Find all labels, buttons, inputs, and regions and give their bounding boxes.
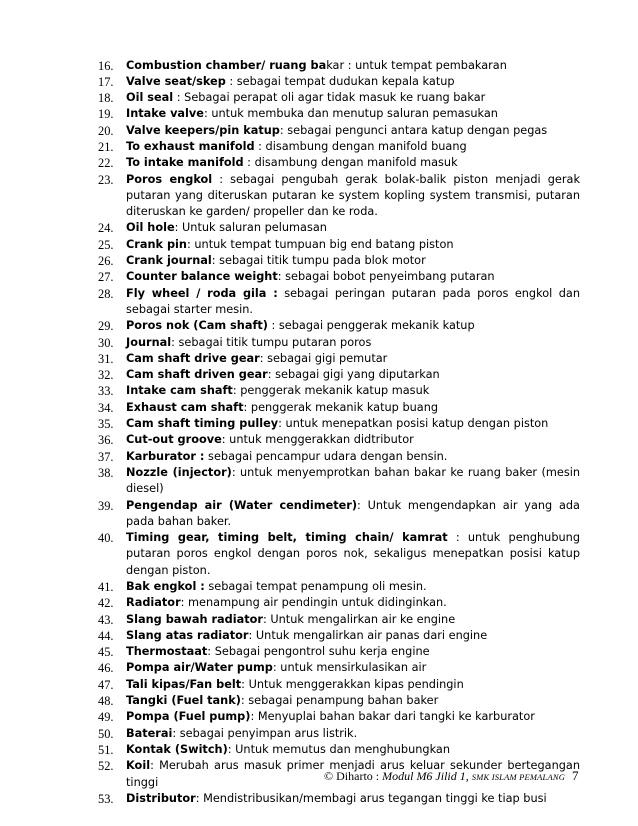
item-term: Journal [126, 335, 172, 349]
page-number: 7 [572, 768, 579, 783]
item-description: : sebagai tempat dudukan kepala katup [225, 74, 455, 88]
item-text [126, 644, 580, 660]
item-description: : untuk menepatkan posisi katup dengan piston [278, 417, 549, 431]
item-number: 45. [98, 645, 114, 660]
list-item [98, 253, 580, 269]
item-number: 25. [98, 237, 114, 252]
list-item [98, 155, 580, 171]
item-text [126, 90, 580, 106]
item-text [126, 318, 580, 334]
item-term: Counter balance weight [126, 270, 278, 284]
list-item [98, 172, 580, 221]
item-number: 48. [98, 694, 114, 709]
item-term: Valve keepers/pin katup [126, 123, 280, 137]
item-number: 21. [98, 139, 114, 154]
item-description: : Untuk mengalirkan air panas dari engine [248, 628, 488, 642]
item-term: Oil hole [126, 221, 175, 235]
item-description: : Sebagai pengontrol suhu kerja engine [207, 645, 430, 659]
item-term: Distributor [126, 791, 196, 805]
list-item [98, 693, 580, 709]
item-number: 47. [98, 677, 114, 692]
item-description: : sebagai titik tumpu putaran poros [171, 335, 372, 349]
item-number: 24. [98, 221, 114, 236]
item-description: : sebagai gigi yang diputarkan [267, 368, 440, 382]
list-item [98, 579, 580, 595]
list-item [98, 400, 580, 416]
item-number: 28. [98, 286, 114, 301]
list-item [98, 498, 580, 531]
item-term: Crank journal [126, 254, 212, 268]
item-number: 33. [98, 384, 114, 399]
item-text [126, 579, 580, 595]
item-description: : sebagai titik tumpu pada blok motor [211, 254, 426, 268]
list-item [98, 351, 580, 367]
list-item [98, 660, 580, 676]
list-item [98, 709, 580, 725]
item-number: 49. [98, 710, 114, 725]
item-text [126, 351, 580, 367]
item-text [126, 498, 580, 531]
item-text [126, 612, 580, 628]
item-term: Intake cam shaft [126, 384, 233, 398]
item-term: Koil [126, 759, 151, 773]
item-text [126, 383, 580, 399]
item-text [126, 416, 580, 432]
item-text [126, 791, 580, 807]
list-item [98, 465, 580, 498]
list-item [98, 530, 580, 579]
item-number: 29. [98, 319, 114, 334]
item-text [126, 595, 580, 611]
footer-school: SMK ISLAM PEMALANG [471, 772, 566, 782]
item-text [126, 677, 580, 693]
item-number: 26. [98, 254, 114, 269]
item-term: Tali kipas/Fan belt [126, 677, 242, 691]
item-text [126, 155, 580, 171]
item-term: Crank pin [126, 237, 187, 251]
item-term: Baterai [126, 726, 173, 740]
item-text [126, 449, 580, 465]
list-item [98, 791, 580, 807]
item-term: Exhaust cam shaft [126, 400, 244, 414]
item-number: 30. [98, 335, 114, 350]
list-item [98, 58, 580, 74]
item-number: 50. [98, 726, 114, 741]
item-text [126, 726, 580, 742]
item-text [126, 432, 580, 448]
item-description: : Mendistribusikan/membagi arus tegangan tinggi ke tiap busi [195, 791, 547, 805]
list-item [98, 123, 580, 139]
list-item [98, 237, 580, 253]
item-description: : Untuk mengendapkan air yang ada pada bahan baker. [126, 498, 580, 528]
item-description: kar : untuk tempat pembakaran [326, 58, 507, 72]
item-description: : Sebagai perapat oli agar tidak masuk ke ruang bakar [173, 91, 486, 105]
item-description: : Untuk mengalirkan air ke engine [262, 612, 456, 626]
item-description: : menampung air pendingin untuk didinginkan. [180, 596, 447, 610]
item-number: 42. [98, 596, 114, 611]
item-text [126, 172, 580, 221]
item-number: 20. [98, 123, 114, 138]
item-term: To exhaust manifold [126, 139, 255, 153]
item-number: 44. [98, 628, 114, 643]
list-item [98, 286, 580, 319]
item-term: Slang bawah radiator [126, 612, 263, 626]
item-text [126, 693, 580, 709]
list-item [98, 449, 580, 465]
item-term: Cam shaft timing pulley [126, 417, 279, 431]
item-number: 32. [98, 368, 114, 383]
item-term: Radiator [126, 596, 181, 610]
item-term: Cam shaft drive gear [126, 351, 260, 365]
item-number: 40. [98, 531, 114, 546]
item-number: 39. [98, 498, 114, 513]
item-text [126, 628, 580, 644]
item-text [126, 58, 580, 74]
list-item [98, 318, 580, 334]
list-item [98, 726, 580, 742]
item-number: 53. [98, 791, 114, 806]
item-term: Bak engkol : [126, 580, 205, 593]
list-item [98, 74, 580, 90]
item-term: Thermostaat [126, 645, 208, 659]
item-text [126, 286, 580, 319]
item-description: : Merubah arus masuk primer menjadi arus keluar sekunder bertegangan tinggi [126, 759, 580, 789]
item-description: sebagai peringan putaran pada poros engkol dan sebagai starter mesin. [126, 286, 580, 316]
item-description: : untuk tempat tumpuan big end batang piston [186, 237, 454, 251]
item-number: 52. [98, 759, 114, 774]
item-text [126, 237, 580, 253]
item-term: Poros nok (Cam shaft) [126, 319, 268, 333]
item-description: sebagai pencampur udara dengan bensin. [204, 449, 448, 463]
item-description: : untuk menggerakkan didtributor [221, 433, 414, 447]
item-number: 19. [98, 107, 114, 122]
item-number: 34. [98, 400, 114, 415]
item-term: Kontak (Switch) [126, 742, 228, 756]
list-item [98, 644, 580, 660]
item-text [126, 123, 580, 139]
item-number: 37. [98, 449, 114, 464]
item-description: : untuk penghubung putaran poros engkol dengan poros nok, sekaligus menepatkan posisi katup dengan piston. [126, 531, 580, 577]
item-number: 27. [98, 270, 114, 285]
footer-module: Modul M6 Jilid 1, [382, 769, 469, 783]
page-footer [324, 768, 584, 785]
item-description: : sebagai penampung bahan baker [240, 694, 439, 708]
list-item [98, 742, 580, 758]
glossary-list [98, 58, 580, 808]
item-text [126, 400, 580, 416]
item-term: To intake manifold [126, 156, 244, 170]
item-term: Cut-out groove [126, 433, 222, 447]
list-item [98, 335, 580, 351]
list-item [98, 269, 580, 285]
item-text [126, 660, 580, 676]
item-description: : Untuk memutus dan menghubungkan [227, 742, 451, 756]
list-item [98, 106, 580, 122]
item-text [126, 139, 580, 155]
item-number: 38. [98, 465, 114, 480]
item-number: 41. [98, 580, 114, 594]
item-number: 35. [98, 417, 114, 432]
item-term: Pompa (Fuel pump) [126, 710, 251, 724]
item-number: 18. [98, 91, 114, 106]
item-term: Intake valve [126, 107, 204, 121]
item-term: Slang atas radiator [126, 628, 249, 642]
list-item [98, 139, 580, 155]
item-text [126, 253, 580, 269]
list-item [98, 595, 580, 611]
item-number: 36. [98, 433, 114, 448]
item-text [126, 269, 580, 285]
item-text [126, 106, 580, 122]
list-item [98, 220, 580, 236]
item-term: Pompa air/Water pump [126, 661, 273, 675]
item-text [126, 709, 580, 725]
item-description: : sebagai bobot penyeimbang putaran [277, 270, 495, 284]
item-term: Pengendap air (Water cendimeter) [126, 498, 358, 512]
item-description: : sebagai penyimpan arus listrik. [172, 726, 358, 740]
item-term: Karburator : [126, 449, 205, 463]
item-text [126, 367, 580, 383]
item-description: : Menyuplai bahan bakar dari tangki ke karburator [250, 710, 535, 724]
item-number: 16. [98, 58, 114, 73]
item-term: Fly wheel / roda gila : [126, 286, 278, 300]
item-number: 43. [98, 612, 114, 627]
item-number: 51. [98, 742, 114, 757]
item-description: : sebagai pengunci antara katup dengan pegas [279, 123, 548, 137]
list-item [98, 612, 580, 628]
item-number: 23. [98, 172, 114, 187]
item-description: : penggerak mekanik katup buang [243, 400, 439, 414]
item-number: 22. [98, 156, 114, 171]
list-item [98, 628, 580, 644]
footer-author: © Diharto : [324, 769, 383, 783]
item-term: Tangki (Fuel tank) [126, 694, 241, 708]
item-number: 17. [98, 74, 114, 89]
item-term: Valve seat/skep [126, 74, 226, 88]
list-item [98, 432, 580, 448]
item-description: : untuk mensirkulasikan air [272, 661, 427, 675]
item-text [126, 530, 580, 579]
item-text [126, 742, 580, 758]
list-item [98, 416, 580, 432]
item-text [126, 74, 580, 90]
item-description: : Untuk saluran pelumasan [174, 221, 327, 235]
item-text [126, 335, 580, 351]
list-item [98, 677, 580, 693]
item-term: Nozzle (injector) [126, 465, 232, 479]
list-item [98, 367, 580, 383]
item-description: : sebagai gigi pemutar [259, 351, 388, 365]
item-term: Cam shaft driven gear [126, 368, 268, 382]
item-text [126, 465, 580, 498]
item-term: Poros engkol [126, 172, 213, 186]
item-description: : disambung dengan manifold buang [254, 139, 467, 153]
item-description: : penggerak mekanik katup masuk [232, 384, 430, 398]
item-description: : untuk menyemprotkan bahan bakar ke ruang baker (mesin diesel) [126, 465, 580, 496]
item-description: : sebagai pengubah gerak bolak-balik piston menjadi gerak putaran yang diteruskan putaran ke system kopling system transmisi, putaran diteruskan ke garden/ propeller dan ke roda. [126, 172, 580, 219]
list-item [98, 90, 580, 106]
list-item [98, 383, 580, 399]
item-description: : untuk membuka dan menutup saluran pemasukan [203, 107, 498, 121]
item-description: sebagai tempat penampung oli mesin. [204, 580, 427, 593]
item-number: 46. [98, 661, 114, 676]
item-description: : Untuk menggerakkan kipas pendingin [241, 677, 464, 691]
item-number: 31. [98, 351, 114, 366]
item-text [126, 220, 580, 236]
item-description: : disambung dengan manifold masuk [243, 156, 458, 170]
item-term: Timing gear, timing belt, timing chain/ kamrat [126, 531, 448, 545]
item-term: Oil seal [126, 91, 174, 105]
item-description: : sebagai penggerak mekanik katup [267, 319, 475, 333]
item-term: Combustion chamber/ ruang ba [126, 58, 327, 72]
